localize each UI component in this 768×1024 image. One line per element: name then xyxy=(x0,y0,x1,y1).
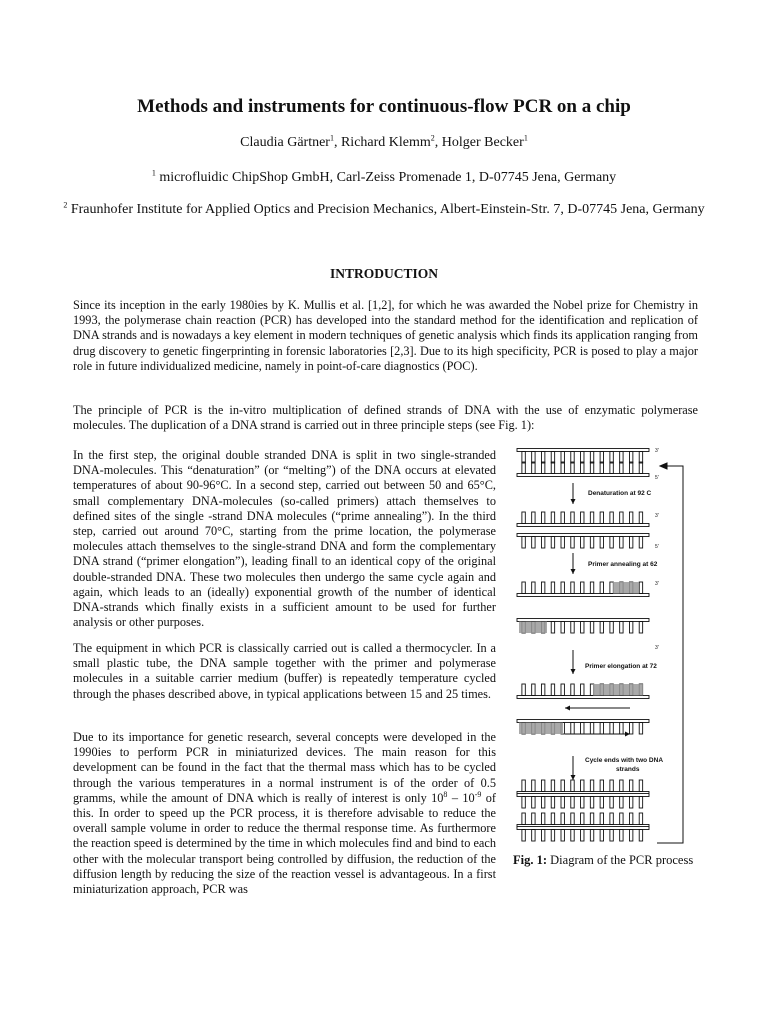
dna-backbone xyxy=(517,827,649,830)
dna-base xyxy=(639,512,642,524)
dna-backbone xyxy=(517,449,649,452)
dna-base xyxy=(629,537,632,549)
dna-base xyxy=(581,537,584,549)
dna-base xyxy=(541,452,544,464)
step-label-denaturation: Denaturation at 92 C xyxy=(588,490,652,497)
dna-base xyxy=(581,723,584,735)
dna-base xyxy=(532,684,535,696)
dna-base xyxy=(561,582,564,594)
dna-base xyxy=(610,582,613,594)
dna-base xyxy=(571,622,574,634)
dna-base xyxy=(629,452,632,464)
dna-backbone xyxy=(517,696,649,699)
dna-base xyxy=(590,622,593,634)
dna-base xyxy=(590,537,593,549)
paragraph-5-part-a: Due to its importance for genetic research, several concepts were developed in the 1990ies to perform PCR in miniaturized devices. The main reason for this development can be found in the fact that the thermal mass which has to be cycled through the various temperatures in a normal instrument is of the order of 0.5 gramms, while the amount of DNA which is really of interest is only 10 xyxy=(73,730,496,805)
dna-base xyxy=(541,582,544,594)
dna-base xyxy=(639,723,642,735)
dna-base xyxy=(551,684,554,696)
dna-base xyxy=(561,780,564,792)
dna-base xyxy=(551,780,554,792)
dna-base xyxy=(600,452,603,464)
dna-backbone xyxy=(517,720,649,723)
dna-base xyxy=(620,622,623,634)
dna-base xyxy=(571,462,574,474)
strand-end-label: 3' xyxy=(655,448,659,454)
strand-end-label: 3' xyxy=(655,645,659,651)
dna-base xyxy=(532,452,535,464)
dna-base xyxy=(610,452,613,464)
dna-base xyxy=(629,462,632,474)
dna-base xyxy=(620,797,623,809)
dna-base xyxy=(561,813,564,825)
figure-caption xyxy=(513,853,693,868)
dna-base xyxy=(600,537,603,549)
primer-shading xyxy=(593,684,643,696)
dna-base xyxy=(639,813,642,825)
dna-base xyxy=(590,723,593,735)
dna-base xyxy=(590,813,593,825)
dna-base xyxy=(551,582,554,594)
dna-base xyxy=(551,797,554,809)
dna-base xyxy=(639,830,642,842)
dna-base xyxy=(581,452,584,464)
dna-base xyxy=(620,462,623,474)
author-name: Holger Becker xyxy=(441,135,524,150)
dna-base xyxy=(620,830,623,842)
dna-base xyxy=(551,452,554,464)
dna-base xyxy=(590,582,593,594)
dna-base xyxy=(639,622,642,634)
dna-base xyxy=(610,813,613,825)
dna-base xyxy=(600,780,603,792)
dna-base xyxy=(522,452,525,464)
dna-base xyxy=(551,512,554,524)
dna-base xyxy=(590,780,593,792)
strand-end-label: 3' xyxy=(655,513,659,519)
dna-base xyxy=(541,462,544,474)
dna-base xyxy=(629,780,632,792)
dna-base xyxy=(532,797,535,809)
dna-base xyxy=(551,830,554,842)
dna-base xyxy=(639,452,642,464)
dna-base xyxy=(610,622,613,634)
affiliation-text: Fraunhofer Institute for Applied Optics and Precision Mechanics, Albert-Einstein-Str. 7, D-07745 Jena, Germany xyxy=(70,202,705,217)
dna-base xyxy=(620,452,623,464)
dna-base xyxy=(600,830,603,842)
author-affil-sup: 1 xyxy=(329,133,334,143)
dna-base xyxy=(639,582,642,594)
dna-base xyxy=(522,830,525,842)
dna-base xyxy=(522,582,525,594)
dna-base xyxy=(600,462,603,474)
figure-caption-label: Fig. 1: xyxy=(513,853,548,867)
dna-base xyxy=(629,723,632,735)
dna-base xyxy=(610,537,613,549)
figure-caption-text: Diagram of the PCR process xyxy=(547,853,694,867)
dna-base xyxy=(561,462,564,474)
dna-backbone xyxy=(517,619,649,622)
dna-backbone xyxy=(517,594,649,597)
dna-base xyxy=(600,512,603,524)
dna-base xyxy=(639,462,642,474)
dna-base xyxy=(541,512,544,524)
exponent: 8 xyxy=(443,789,448,799)
step-label-elongation: Primer elongation at 72 xyxy=(585,663,657,670)
dna-base xyxy=(571,452,574,464)
affiliation-sup: 1 xyxy=(151,168,156,178)
dna-base xyxy=(620,537,623,549)
pcr-diagram-figure xyxy=(505,438,715,858)
dna-base xyxy=(571,780,574,792)
dna-base xyxy=(639,537,642,549)
dna-base xyxy=(581,622,584,634)
paragraph-5-part-b: – 10 xyxy=(447,790,475,805)
dna-base xyxy=(610,780,613,792)
dna-base xyxy=(590,452,593,464)
step-label-cycle-end: Cycle ends with two DNA xyxy=(585,757,664,764)
dna-base xyxy=(522,813,525,825)
dna-base xyxy=(561,797,564,809)
dna-backbone xyxy=(517,794,649,797)
cycle-return-line xyxy=(657,466,683,843)
author-name: Richard Klemm xyxy=(340,135,431,150)
primer-shading xyxy=(519,622,547,634)
author-name: Claudia Gärtner xyxy=(240,135,330,150)
dna-base xyxy=(581,780,584,792)
paragraph-4: The equipment in which PCR is classically carried out is called a thermocycler. In a small plastic tube, the DNA sample together with the primer and polymerase molecules in a suitable carrier medium (buffer) is repeatedly temperature cycled through the phases described above, in typical applications between 15 and 25 times. xyxy=(73,641,496,701)
dna-base xyxy=(610,723,613,735)
dna-base xyxy=(639,797,642,809)
dna-base xyxy=(561,684,564,696)
dna-base xyxy=(620,813,623,825)
dna-base xyxy=(600,813,603,825)
dna-base xyxy=(522,684,525,696)
dna-base xyxy=(561,622,564,634)
dna-base xyxy=(571,684,574,696)
pcr-diagram xyxy=(505,438,715,858)
dna-base xyxy=(532,582,535,594)
dna-base xyxy=(620,723,623,735)
dna-base xyxy=(629,813,632,825)
paper-title: Methods and instruments for continuous-flow PCR on a chip xyxy=(137,96,631,117)
dna-base xyxy=(541,780,544,792)
dna-base xyxy=(551,462,554,474)
paragraph-5 xyxy=(73,730,496,897)
dna-base xyxy=(522,797,525,809)
primer-shading xyxy=(613,582,639,594)
dna-base xyxy=(590,830,593,842)
step-label-cycle-end-2: strands xyxy=(616,766,640,773)
strand-end-label: 5' xyxy=(655,475,659,481)
author-list: Claudia Gärtner$^1$, Richard Klemm$^2$, Holger Becker$^1$ xyxy=(240,133,528,150)
dna-base xyxy=(571,830,574,842)
dna-base xyxy=(561,537,564,549)
dna-base xyxy=(571,537,574,549)
dna-base xyxy=(522,512,525,524)
dna-base xyxy=(532,830,535,842)
dna-base xyxy=(541,813,544,825)
strand-end-label: 5' xyxy=(655,544,659,550)
dna-base xyxy=(581,684,584,696)
dna-base xyxy=(541,537,544,549)
dna-base xyxy=(590,797,593,809)
dna-base xyxy=(532,813,535,825)
dna-base xyxy=(581,797,584,809)
dna-base xyxy=(571,723,574,735)
dna-base xyxy=(581,582,584,594)
arrow-head xyxy=(565,706,570,711)
dna-base xyxy=(522,780,525,792)
dna-backbone xyxy=(517,534,649,537)
dna-base xyxy=(571,512,574,524)
dna-base xyxy=(620,780,623,792)
section-heading: INTRODUCTION xyxy=(329,266,438,281)
dna-base xyxy=(561,830,564,842)
dna-base xyxy=(522,462,525,474)
dna-base xyxy=(581,512,584,524)
affiliation-1 xyxy=(60,168,708,188)
dna-base xyxy=(551,813,554,825)
dna-base xyxy=(581,462,584,474)
dna-base xyxy=(600,797,603,809)
dna-base xyxy=(629,797,632,809)
dna-base xyxy=(571,582,574,594)
dna-base xyxy=(532,512,535,524)
arrow-head xyxy=(571,669,576,674)
arrow-head xyxy=(571,499,576,504)
author-affil-sup: 1 xyxy=(523,133,528,143)
paragraph-1: Since its inception in the early 1980ies by K. Mullis et al. [1,2], for which he was awarded the Nobel prize for Chemistry in 1993, the polymerase chain reaction (PCR) has developed into the standard method for the identification and replication of DNA strands and is nowadays a key element in modern techniques of genetic analysis which finds its application ranging from drug discovery to genetic fingerprinting in forensic laboratories [2,3]. Due to its high specificity, PCR is posed to play a major role in future individualized medicine, namely in point-of-care diagnostics (POC). xyxy=(73,298,698,373)
dna-backbone xyxy=(517,474,649,477)
paragraph-3: In the first step, the original double stranded DNA is split in two single-stranded DNA-molecules. This “denaturation” (or “melting”) of the DNA occurs at elevated temperatures of about 90-96°C. In a second step, carried out between 50 and 65°C, small complementary DNA-molecules (so-called primers) attach themselves to defined sites of the single -strand DNA molecules (“prime annealing”). In the third step, carried out around 70°C, starting from the prime location, the polymerase molecules attach themselves to the single-strand DNA and form the complementary DNA strand (“primer elongation”), leading finall to an identical copy of the original double-stranded DNA. These two molecules then undergo the same cycle again and again, which leads to an (ideally) exponential growth of the number of identical DNA-strands which finally exists in a sufficient amount to be used for further analysis or other purposes. xyxy=(73,448,496,630)
step-label-annealing: Primer annealing at 62 xyxy=(588,561,658,568)
dna-base xyxy=(571,813,574,825)
paragraph-5-part-c: of this. In order to speed up the PCR process, it is therefore advisable to reduce the overall sample volume in order to reduce the thermal response time. As furthermore the reaction speed is determined by the time in which molecules find and bind to each other with the molecular transport being controlled by diffusion, the reduction of the diffusion length by reducing the size of the reaction vessel is advantageous. In a first miniaturization approach, PCR was xyxy=(73,790,497,897)
dna-base xyxy=(532,462,535,474)
dna-base xyxy=(581,813,584,825)
dna-base xyxy=(610,512,613,524)
dna-base xyxy=(590,512,593,524)
author-affil-sup: 2 xyxy=(430,133,435,143)
primer-shading xyxy=(519,723,563,735)
dna-base xyxy=(551,622,554,634)
dna-base xyxy=(541,684,544,696)
dna-base xyxy=(610,797,613,809)
dna-base xyxy=(639,780,642,792)
dna-base xyxy=(610,830,613,842)
exponent: -9 xyxy=(474,789,482,799)
affiliation-sup: 2 xyxy=(63,200,68,210)
strand-end-label: 3' xyxy=(655,581,659,587)
dna-base xyxy=(600,582,603,594)
dna-base xyxy=(600,622,603,634)
dna-base xyxy=(629,830,632,842)
cycle-return-arrowhead xyxy=(660,463,667,469)
dna-base xyxy=(610,462,613,474)
affiliation-text: microfluidic ChipShop GmbH, Carl-Zeiss Promenade 1, D-07745 Jena, Germany xyxy=(159,170,617,185)
dna-base xyxy=(532,537,535,549)
arrow-head xyxy=(571,775,576,780)
dna-base xyxy=(522,537,525,549)
dna-base xyxy=(629,512,632,524)
dna-base xyxy=(590,462,593,474)
paragraph-2: The principle of PCR is the in-vitro multiplication of defined strands of DNA with the use of enzymatic polymerase molecules. The duplication of a DNA strand is carried out in three principle steps (see Fig. 1): xyxy=(73,403,698,433)
affiliation-2 xyxy=(60,200,708,220)
arrow-head xyxy=(571,569,576,574)
dna-base xyxy=(551,537,554,549)
dna-base xyxy=(541,830,544,842)
dna-base xyxy=(561,512,564,524)
dna-base xyxy=(541,797,544,809)
dna-base xyxy=(571,797,574,809)
dna-base xyxy=(581,830,584,842)
dna-base xyxy=(600,723,603,735)
dna-base xyxy=(532,780,535,792)
dna-backbone xyxy=(517,524,649,527)
dna-base xyxy=(561,452,564,464)
dna-base xyxy=(629,622,632,634)
dna-base xyxy=(620,512,623,524)
